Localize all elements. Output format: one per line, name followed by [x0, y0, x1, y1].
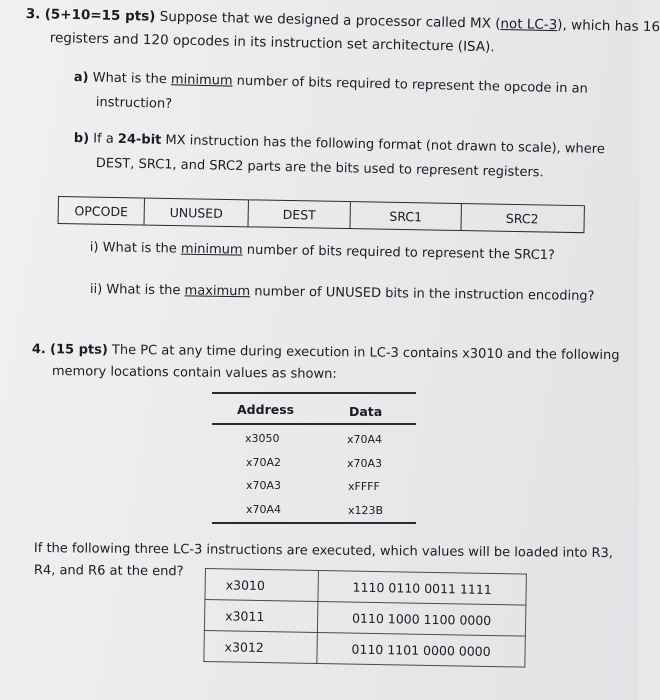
q3b-ii — [90, 282, 595, 304]
q3b-i — [90, 240, 555, 263]
q4-number: 4. — [31, 342, 46, 358]
instruction-address: x3012 — [204, 630, 318, 663]
q3a-text1: What is the — [92, 70, 172, 88]
q3b-i-label: i) — [89, 240, 99, 256]
memory-data-cell: x123B — [348, 504, 384, 517]
q3b-line1 — [74, 131, 605, 157]
memory-address-cell: x3050 — [245, 432, 280, 445]
q4-heading-line — [32, 342, 620, 363]
memory-address-cell: x70A2 — [246, 456, 282, 469]
q3-points: (5+10=15 pts) — [44, 6, 156, 25]
q4-intro-line1: The PC at any time during execution in LC-3 contains x3010 and the following — [111, 342, 620, 364]
instruction-bits: 0110 1000 1100 0000 — [317, 601, 526, 636]
instruction-bits: 0110 1101 0000 0000 — [317, 632, 526, 667]
q3b-text1: If a — [93, 131, 119, 147]
instruction-address: x3010 — [205, 569, 319, 602]
q3b-text2: MX instruction has the following format (not drawn to scale), where — [161, 132, 605, 158]
q3b-i-text2: number of bits required to represent the SRC1? — [242, 242, 556, 264]
q4-question-line2: R4, and R6 at the end? — [33, 563, 184, 580]
instruction-table — [203, 568, 527, 668]
q4-intro-line2: memory locations contain values as shown: — [51, 364, 337, 382]
q3b-24bit: 24-bit — [117, 131, 162, 148]
memory-header-address: Address — [237, 402, 295, 417]
q4-question-line1: If the following three LC-3 instructions are executed, which values will be loaded into R3, — [33, 541, 614, 562]
q4-points: (15 pts) — [49, 342, 108, 358]
q3a-text2: number of bits required to represent the opcode in an — [232, 73, 588, 97]
q3b-ii-maximum: maximum — [184, 283, 251, 300]
q3-intro-line2: registers and 120 opcodes in its instruction set architecture (ISA). — [49, 30, 495, 56]
format-field-unused: UNUSED — [145, 199, 249, 227]
memory-table-header-rule — [212, 423, 416, 425]
instruction-format-diagram — [58, 196, 585, 233]
q3a-minimum: minimum — [170, 72, 233, 89]
table-row — [204, 630, 525, 667]
format-field-opcode: OPCODE — [59, 197, 145, 224]
memory-data-cell: x70A4 — [347, 433, 383, 446]
memory-data-cell: x70A3 — [347, 457, 383, 470]
memory-table-top-rule — [212, 392, 416, 394]
q3a-line1 — [74, 70, 588, 97]
q3a-line2: instruction? — [95, 95, 173, 112]
q3-intro-not: not LC-3 — [500, 15, 558, 34]
q3b-label: b) — [73, 131, 90, 147]
format-field-src2: SRC2 — [505, 210, 539, 226]
format-field-dest: DEST — [248, 200, 350, 228]
instruction-bits: 1110 0110 0011 1111 — [318, 570, 527, 605]
q3b-ii-text2: number of UNUSED bits in the instruction encoding? — [250, 284, 595, 305]
q3b-ii-label: ii) — [89, 282, 103, 298]
memory-address-cell: x70A4 — [246, 503, 282, 516]
memory-header-data: Data — [349, 404, 383, 419]
q3a-label: a) — [73, 70, 89, 86]
memory-address-cell: x70A3 — [246, 479, 282, 492]
q3-intro-b: ), which has 16 — [557, 17, 660, 36]
memory-table-bottom-rule — [212, 522, 416, 524]
q3b-i-text1: What is the — [102, 240, 182, 257]
q3b-line2: DEST, SRC1, and SRC2 parts are the bits used to represent registers. — [95, 156, 544, 181]
format-field-src1: SRC1 — [350, 202, 461, 230]
q3-intro-a: Suppose that we designed a processor called MX ( — [159, 8, 501, 32]
q3b-i-minimum: minimum — [180, 241, 243, 258]
q3-number: 3. — [25, 6, 41, 23]
instruction-address: x3011 — [204, 600, 318, 633]
q3b-ii-text1: What is the — [106, 282, 185, 299]
memory-data-cell: xFFFF — [348, 480, 380, 493]
